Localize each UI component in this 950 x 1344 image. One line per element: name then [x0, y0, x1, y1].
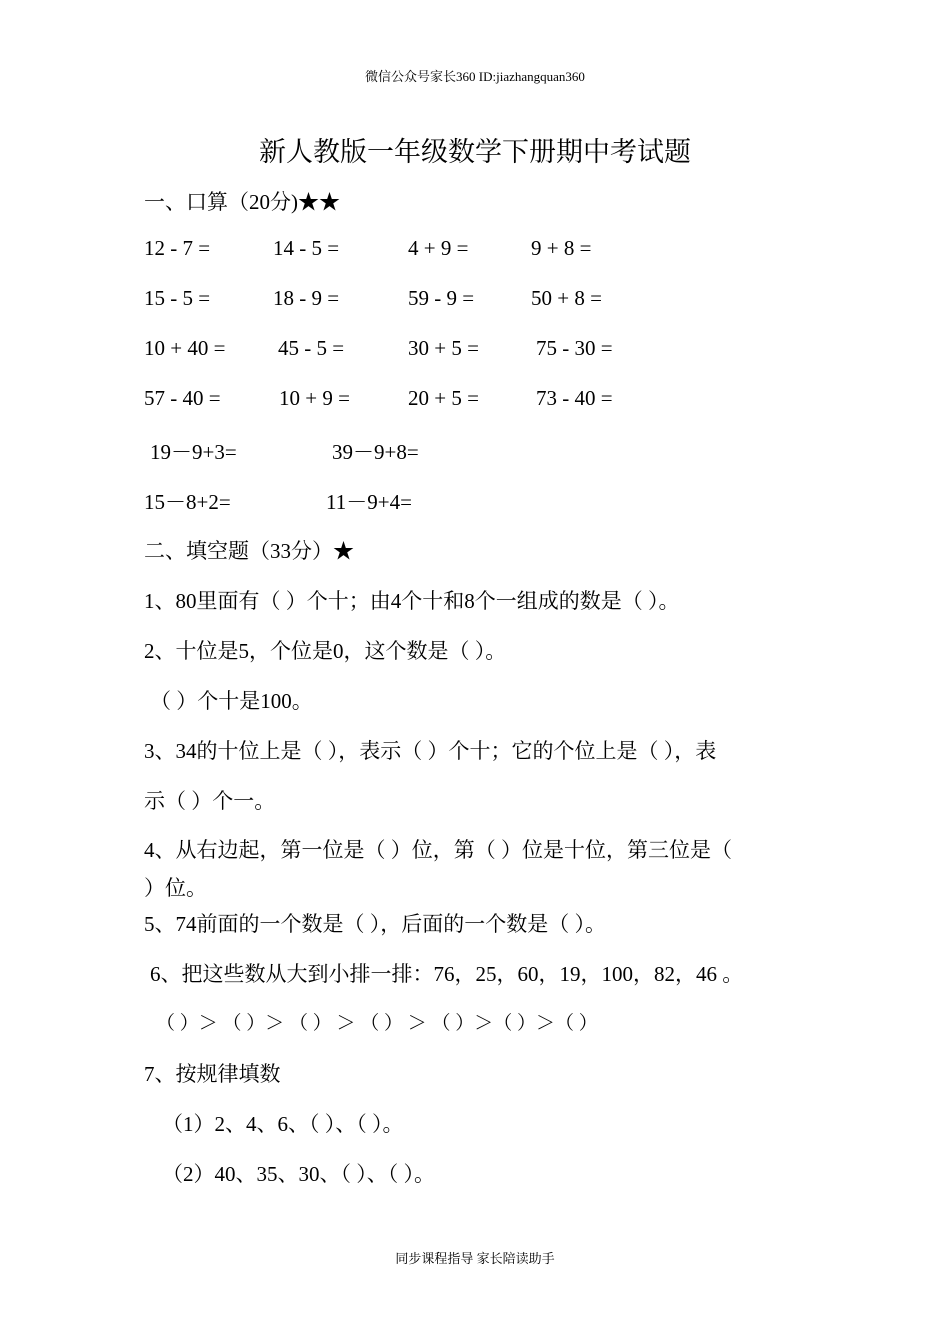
arith-item: 10 + 40 =: [144, 336, 226, 360]
arith-item: 20 + 5 =: [408, 386, 479, 410]
section2-heading: 二、填空题（33分）★: [144, 539, 354, 563]
question-3-line2: 示（ ）个一。: [144, 789, 276, 813]
question-1: 1、80里面有（ ）个十；由4个十和8个一组成的数是（ ）。: [144, 589, 680, 613]
question-4-line1: 4、从右边起，第一位是（ ）位，第（ ）位是十位，第三位是（: [144, 838, 732, 862]
question-6: 6、把这些数从大到小排一排：76，25，60，19，100，82，46 。: [150, 962, 744, 986]
arith-item: 45 - 5 =: [278, 336, 345, 360]
arith-item: 11－9+4=: [326, 490, 412, 514]
question-4-line2: ）位。: [144, 876, 207, 900]
arith-item: 19－9+3=: [150, 440, 237, 464]
question-5: 5、74前面的一个数是（ ），后面的一个数是（ ）。: [144, 912, 606, 936]
arith-item: 14 - 5 =: [273, 236, 340, 260]
arith-item: 75 - 30 =: [536, 336, 613, 360]
page-header: 微信公众号家长360 ID:jiazhangquan360: [365, 69, 585, 84]
arith-item: 15－8+2=: [144, 490, 231, 514]
arith-item: 10 + 9 =: [279, 386, 350, 410]
question-6-blanks: （ ）＞ （ ）＞ （ ） ＞ （ ） ＞ （ ）＞（ ）＞（ ）: [156, 1013, 598, 1034]
page-title: 新人教版一年级数学下册期中考试题: [259, 137, 691, 167]
arith-item: 9 + 8 =: [531, 236, 592, 260]
question-2b: （ ）个十是100。: [150, 689, 313, 713]
arith-item: 50 + 8 =: [531, 286, 602, 310]
arith-item: 57 - 40 =: [144, 386, 221, 410]
question-2: 2、十位是5，个位是0，这个数是（ ）。: [144, 639, 507, 663]
arith-item: 73 - 40 =: [536, 386, 613, 410]
arith-item: 18 - 9 =: [273, 286, 340, 310]
page-footer: 同步课程指导 家长陪读助手: [395, 1251, 555, 1266]
arith-item: 12 - 7 =: [144, 236, 211, 260]
arith-item: 39－9+8=: [332, 440, 419, 464]
question-7: 7、按规律填数: [144, 1062, 281, 1086]
arith-item: 30 + 5 =: [408, 336, 479, 360]
section1-heading: 一、口算（20分)★★: [144, 190, 340, 214]
question-7-1: （1）2、4、6、（ ）、（ ）。: [162, 1112, 404, 1136]
arith-item: 59 - 9 =: [408, 286, 475, 310]
question-3-line1: 3、34的十位上是（ ），表示（ ）个十；它的个位上是（ ），表: [144, 739, 717, 763]
arith-item: 15 - 5 =: [144, 286, 211, 310]
question-7-2: （2）40、35、30、（ ）、（ ）。: [162, 1162, 435, 1186]
arith-item: 4 + 9 =: [408, 236, 469, 260]
